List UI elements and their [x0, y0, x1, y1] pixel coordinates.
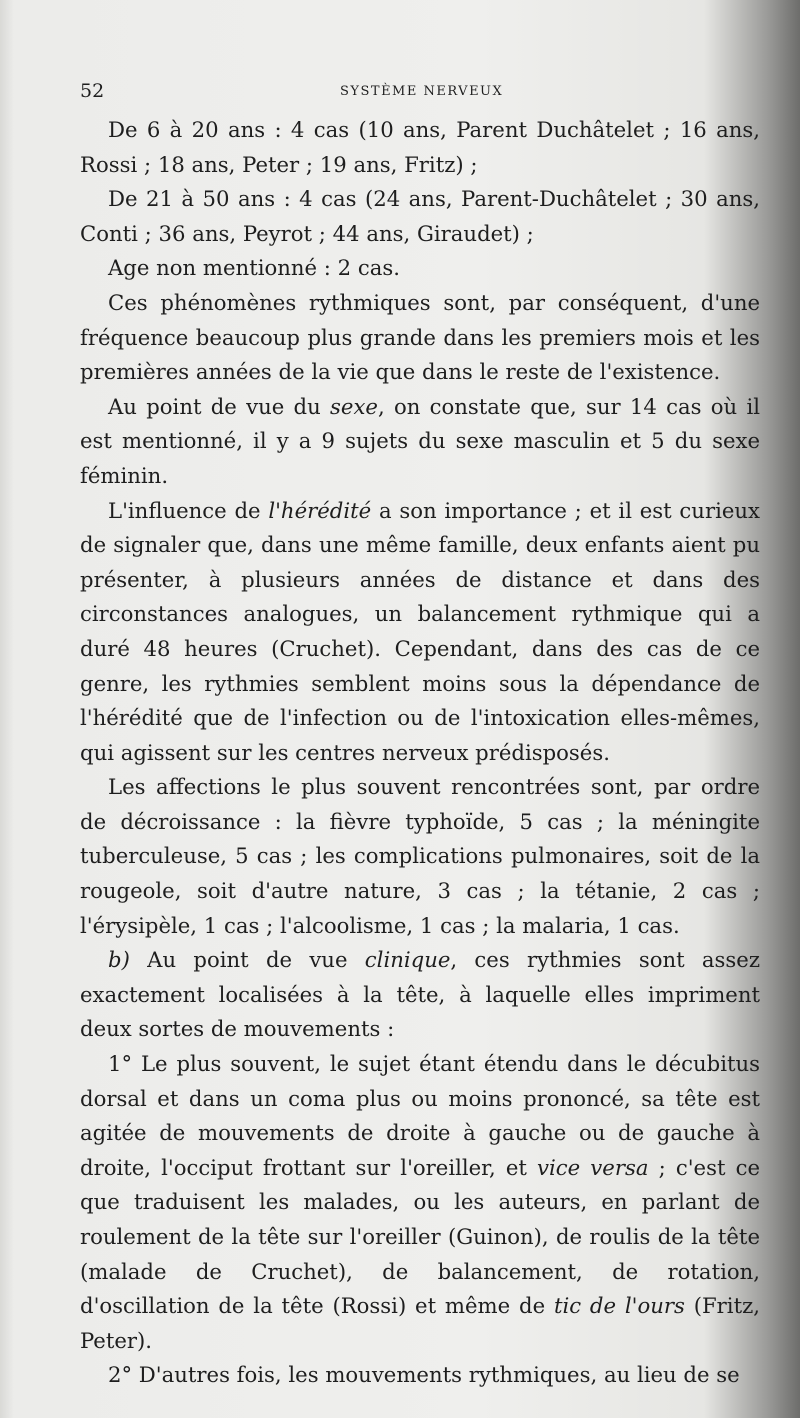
paragraph-movement-2: 2° D'autres fois, les mouvements rythmiques, au lieu de se: [108, 1362, 740, 1388]
running-head: SYSTÈME NERVEUX: [340, 84, 504, 99]
paragraph-heredity: L'influence de l'hérédité a son importance ; et il est curieux de signaler que, dans une même famille, deux enfants aient pu présenter, à plusieurs années de distance et dans des circonstances analogues, un balancement rythmique qui a duré 48 heures (Cruchet). Cependant, dans des cas de ce genre, les rythmies semblent moins sous la dépendance de l'hérédité que de l'infection ou de l'intoxication elles-mêmes, qui agissent sur les centres nerveux prédisposés.: [80, 497, 760, 765]
paragraph-clinical: b) Au point de vue clinique, ces rythmies sont assez exactement localisées à la tête, à laquelle elles impriment deux sortes de mouvements :: [80, 947, 760, 1042]
emphasis-tic-de-lours: tic de l'ours: [553, 1293, 685, 1319]
paragraph-movement-1: 1° Le plus souvent, le sujet étant étendu dans le décubitus dorsal et dans un coma plus ou moins prononcé, sa tête est agitée de mouvements de droite à gauche ou de gauche à droite, l'occiput frottant sur l'oreiller, et vice versa ; c'est ce que traduisent les malades, ou les auteurs, en parlant de roulement de la tête sur l'oreiller (Guinon), de roulis de la tête (malade de Cruchet), de balancement, de rotation, d'oscillation de la tête (Rossi) et même de tic de l'ours (Fritz, Peter).: [80, 1051, 760, 1353]
paragraph-frequency: Ces phénomènes rythmiques sont, par conséquent, d'une fréquence beaucoup plus grande dans les premiers mois et les premières années de la vie que dans le reste de l'existence.: [80, 289, 760, 385]
emphasis-vice-versa: vice versa: [537, 1154, 649, 1180]
page-number: 52: [80, 80, 105, 102]
page-body: [80, 113, 760, 1393]
paragraph-affections: Les affections le plus souvent rencontrées sont, par ordre de décroissance : la fièvre typhoïde, 5 cas ; la méningite tuberculeuse, 5 cas ; les complications pulmonaires, soit de la rougeole, soit d'autre nature, 3 cas ; la tétanie, 2 cas ; l'érysipèle, 1 cas ; l'alcoolisme, 1 cas ; la malaria, 1 cas.: [80, 774, 760, 938]
paragraph-age-21-50: De 21 à 50 ans : 4 cas (24 ans, Parent-Duchâtelet ; 30 ans, Conti ; 36 ans, Peyrot ; 44 ans, Giraudet) ;: [80, 186, 760, 246]
paragraph-sex: Au point de vue du sexe, on constate que, sur 14 cas où il est mentionné, il y a 9 sujets du sexe masculin et 5 du sexe féminin.: [80, 393, 760, 488]
paragraph-age-6-20: De 6 à 20 ans : 4 cas (10 ans, Parent Duchâtelet ; 16 ans, Rossi ; 18 ans, Peter ; 19 ans, Fritz) ;: [80, 117, 760, 177]
emphasis-heredite: l'hérédité: [268, 497, 372, 523]
list-marker-b: b): [108, 947, 130, 973]
emphasis-sexe: sexe: [330, 393, 378, 419]
paragraph-age-unknown: Age non mentionné : 2 cas.: [108, 255, 401, 281]
emphasis-clinique: clinique: [364, 947, 451, 973]
page-header: [80, 80, 752, 102]
